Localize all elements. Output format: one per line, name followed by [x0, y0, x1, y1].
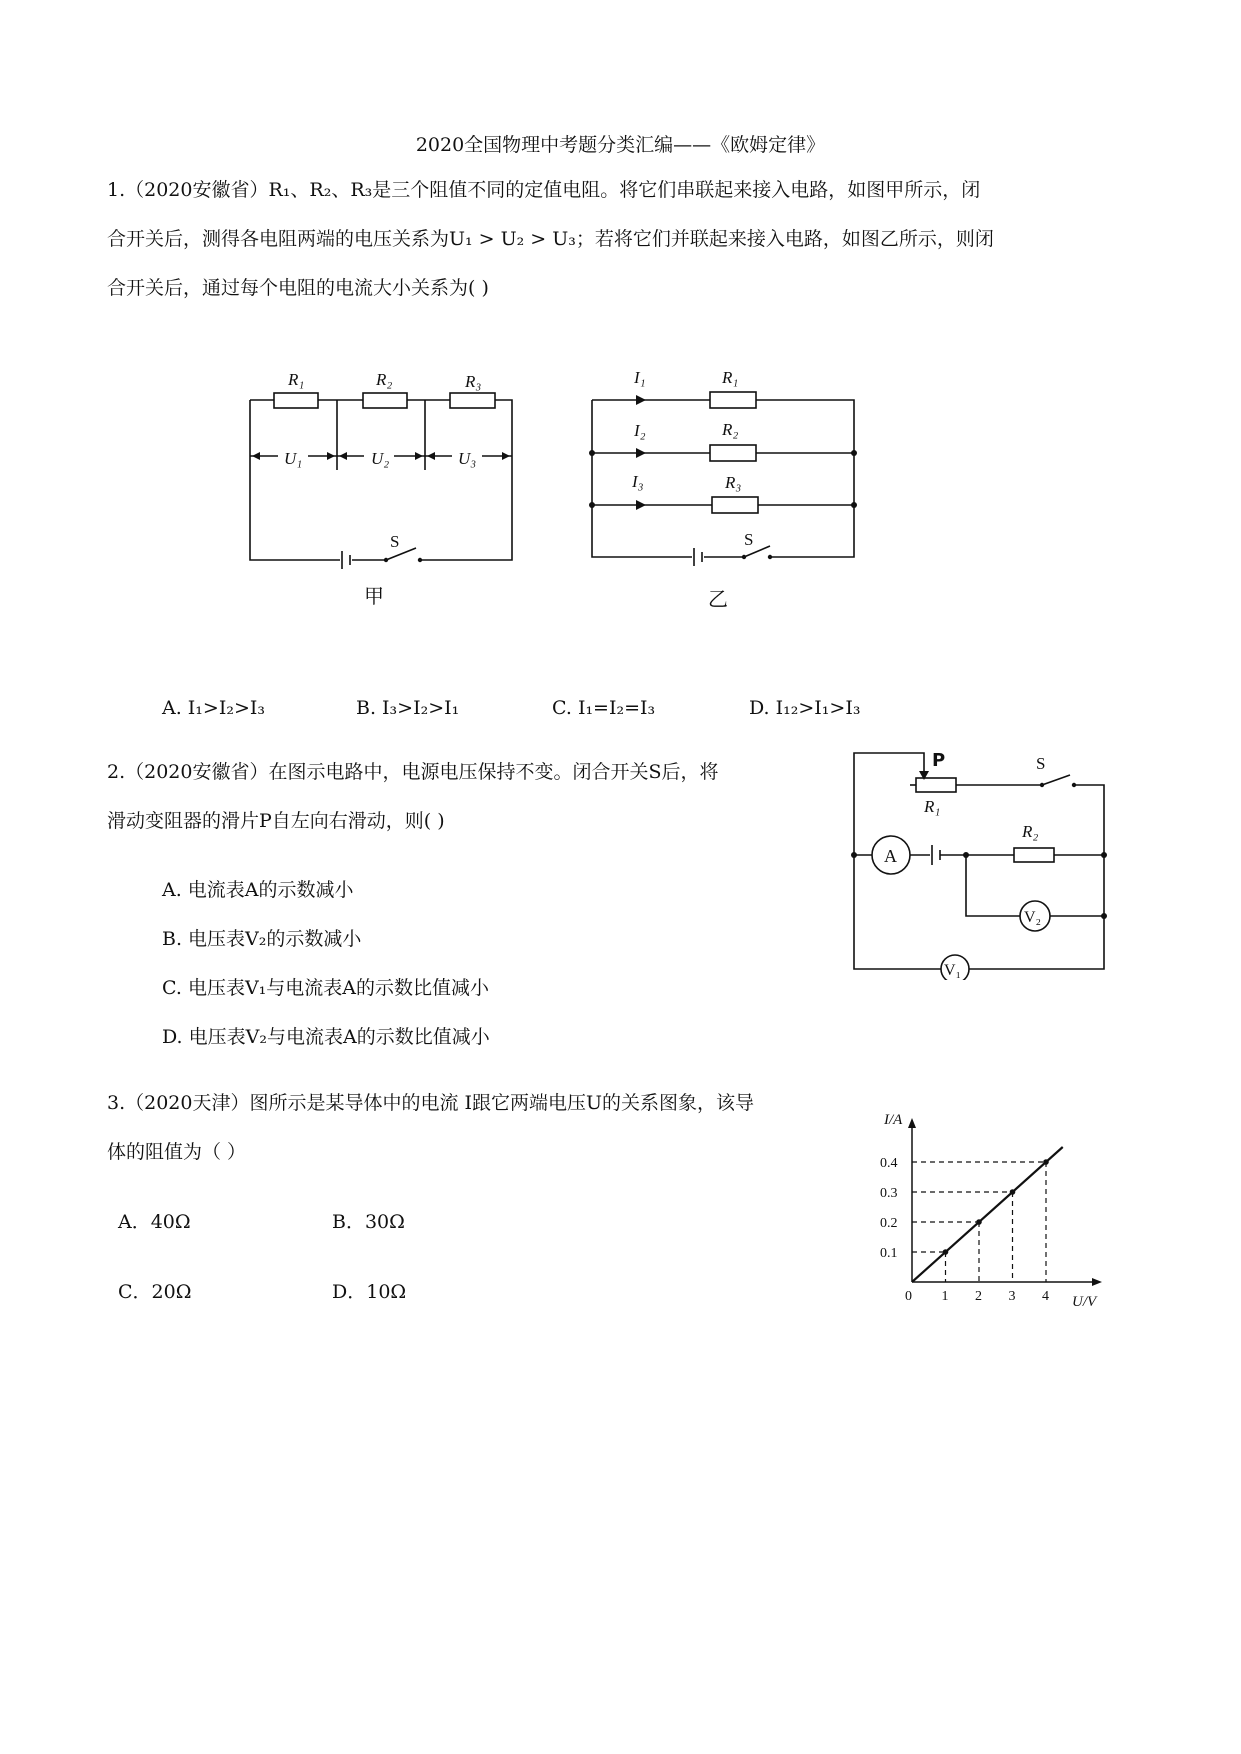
parallel-switch-label: S: [744, 530, 754, 549]
y-axis-arrow: [908, 1118, 916, 1128]
q1-option-d: D. I₁₂>I₁>I₃: [749, 697, 861, 719]
parallel-r3-label: R₃: [725, 473, 742, 492]
iu-chart: [872, 1110, 1122, 1325]
q3-option-d: D．10Ω: [332, 1281, 407, 1303]
series-r2-label: R₂: [376, 370, 393, 389]
y-tick-label: 0.3: [880, 1186, 898, 1201]
series-r1-label: R₁: [288, 370, 305, 389]
q3-line-2: 体的阻值为（ ）: [107, 1141, 247, 1163]
q2-options: [162, 866, 490, 1062]
y-tick-label: 0.1: [880, 1246, 898, 1261]
parallel-circuit-figure: [582, 355, 882, 615]
y-axis-label: I/A: [884, 1112, 903, 1128]
series-circuit-figure: [240, 360, 540, 610]
q1-option-b: B. I₃>I₂>I₁: [356, 697, 460, 719]
q2-stem: [107, 748, 719, 846]
q2-option-d: D. 电压表V₂与电流表A的示数比值减小: [162, 1026, 490, 1048]
q2-switch-label: S: [1036, 754, 1046, 773]
x-axis-label: U/V: [1072, 1294, 1097, 1310]
q2-r2-label: R₂: [1022, 822, 1039, 841]
q2-r1-label: R₁: [924, 797, 941, 816]
q1-stem: [107, 166, 994, 313]
parallel-caption: 乙: [708, 587, 728, 611]
series-switch-label: S: [390, 532, 400, 551]
x-axis-arrow: [1092, 1278, 1102, 1286]
q2-ammeter-label: A: [884, 846, 897, 866]
x-tick-label: 2: [975, 1289, 982, 1304]
q3-line-1: 3.（2020天津）图所示是某导体中的电流 I跟它两端电压U的关系图象，该导: [107, 1092, 755, 1114]
q1-option-c: C. I₁=I₂=I₃: [552, 697, 656, 719]
x-tick-label: 1: [941, 1289, 949, 1304]
q2-option-b: B. 电压表V₂的示数减小: [162, 928, 362, 950]
x-tick-label: 4: [1042, 1289, 1049, 1304]
data-point: [1043, 1159, 1049, 1165]
parallel-i1-label: I₁: [634, 368, 646, 387]
q3-option-a: A．40Ω: [118, 1211, 191, 1233]
y-tick-label: 0.4: [880, 1156, 898, 1171]
q2-option-a: A. 电流表A的示数减小: [162, 879, 354, 901]
q2-line-2: 滑动变阻器的滑片P自左向右滑动，则( ): [107, 810, 445, 832]
series-line: [912, 1147, 1063, 1282]
q2-option-c: C. 电压表V₁与电流表A的示数比值减小: [162, 977, 489, 999]
q1-line-1: 1.（2020安徽省）R₁、R₂、R₃是三个阻值不同的定值电阻。将它们串联起来接入电路，如图甲所示，闭: [107, 179, 981, 201]
parallel-r1-label: R₁: [722, 368, 739, 387]
x-tick-label: 3: [1008, 1289, 1016, 1304]
q2-v2-label: V₂: [1024, 909, 1042, 926]
parallel-r2-label: R₂: [722, 420, 739, 439]
series-u2-label: U₂: [371, 449, 390, 468]
q2-line-1: 2.（2020安徽省）在图示电路中，电源电压保持不变。闭合开关S后，将: [107, 761, 719, 783]
q1-line-3: 合开关后，通过每个电阻的电流大小关系为( ): [107, 277, 489, 299]
series-r3-label: R₃: [465, 372, 482, 391]
q3-stem: [107, 1079, 754, 1177]
q2-v1-label: V₁: [944, 962, 962, 979]
parallel-i2-label: I₂: [634, 421, 646, 440]
q2-slider-p-label: P: [932, 750, 946, 771]
chart-series: [912, 1147, 1063, 1282]
q2-circuit-figure: [846, 745, 1116, 980]
q3-option-b: B．30Ω: [332, 1211, 405, 1233]
q3-option-c: C．20Ω: [118, 1281, 192, 1303]
q1-line-2: 合开关后，测得各电阻两端的电压关系为U₁ > U₂ > U₃；若将它们并联起来接入电路，如图乙所示，则闭: [107, 228, 994, 250]
data-point: [1010, 1189, 1016, 1195]
parallel-i3-label: I₃: [632, 472, 644, 491]
y-tick-label: 0.2: [880, 1216, 898, 1231]
series-caption: 甲: [364, 584, 384, 608]
page-title: 2020全国物理中考题分类汇编——《欧姆定律》: [415, 134, 826, 156]
series-u3-label: U₃: [458, 449, 477, 468]
x-tick-label: 0: [905, 1289, 912, 1304]
series-u1-label: U₁: [284, 449, 303, 468]
data-point: [943, 1249, 949, 1255]
data-point: [976, 1219, 982, 1225]
q1-option-a: A. I₁>I₂>I₃: [162, 697, 266, 719]
